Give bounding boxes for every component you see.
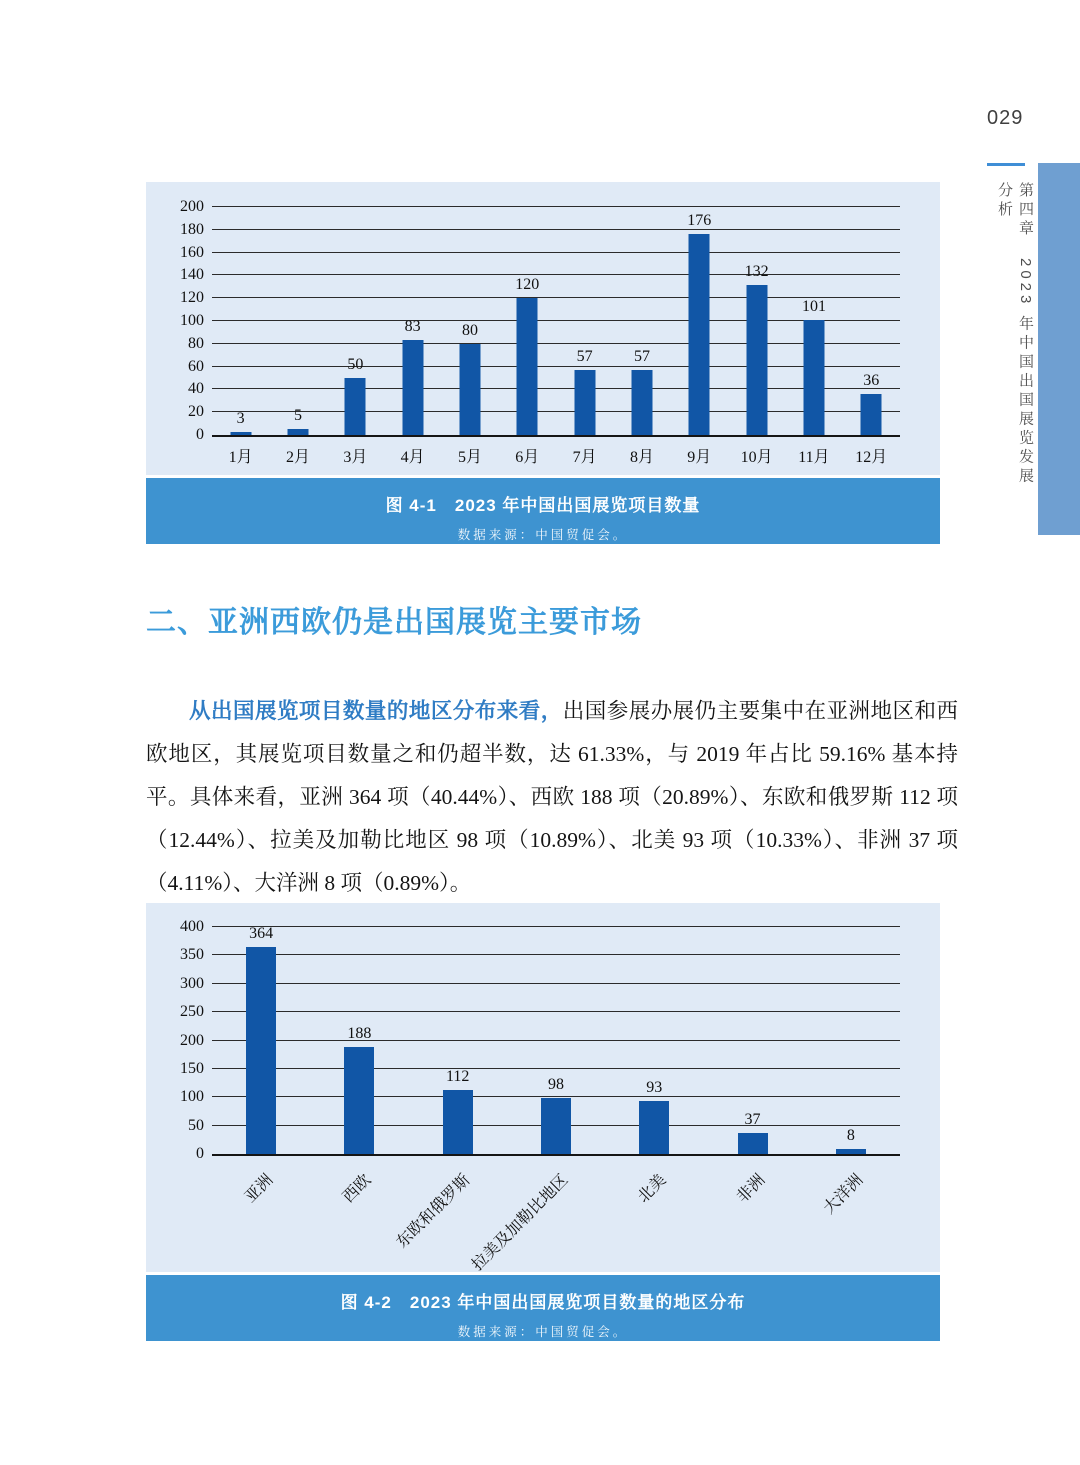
figure-caption-title: 图 4-1 2023 年中国出国展览项目数量 — [385, 496, 701, 515]
bar-slot — [384, 207, 441, 435]
x-axis-tick-label: 西欧 — [340, 1171, 375, 1207]
y-axis-tick-label: 100 — [180, 1088, 204, 1106]
figure-4-2-plot — [146, 903, 940, 1275]
bar-value-label: 98 — [547, 1076, 564, 1094]
y-axis-tick-label: 140 — [180, 266, 204, 284]
x-axis-tick-label: 7月 — [572, 449, 597, 466]
bar-value-label: 112 — [446, 1068, 470, 1086]
bar — [803, 320, 824, 435]
bar-slot — [613, 207, 670, 435]
y-axis-tick-label: 60 — [188, 357, 204, 375]
figure-caption-title: 图 4-2 2023 年中国出国展览项目数量的地区分布 — [340, 1293, 746, 1312]
x-slot — [212, 1156, 310, 1266]
chapter-sidebar-band — [1038, 163, 1080, 535]
bar — [541, 1098, 571, 1154]
y-axis-tick-label: 40 — [188, 380, 204, 398]
bar-value-label: 80 — [461, 321, 478, 339]
y-axis-tick-label: 0 — [196, 1145, 204, 1162]
bar — [861, 394, 882, 435]
x-slot — [212, 437, 269, 465]
bar-value-label: 364 — [249, 925, 274, 943]
bar-slot — [671, 207, 728, 435]
y-axis-tick-label: 350 — [180, 946, 204, 964]
x-axis-tick-label: 11月 — [798, 449, 830, 466]
x-slot — [843, 437, 900, 465]
bar-slot — [728, 207, 785, 435]
bar-value-label: 120 — [515, 276, 540, 294]
bar — [836, 1149, 866, 1154]
figure-caption-source: 数据来源：中国贸促会。 — [457, 1325, 629, 1339]
bar-slot — [802, 927, 900, 1154]
figure-4-1-caption — [146, 478, 940, 544]
x-slot — [327, 437, 384, 465]
bar — [639, 1101, 669, 1154]
bar — [689, 234, 710, 435]
bar — [287, 429, 308, 435]
y-axis-tick-label: 120 — [180, 289, 204, 307]
bar — [746, 285, 767, 435]
x-slot — [499, 437, 556, 465]
y-axis-tick-label: 50 — [188, 1116, 204, 1134]
bar-value-label: 93 — [646, 1079, 663, 1097]
chart-plot-area — [180, 198, 900, 443]
bar — [738, 1133, 768, 1154]
bar — [230, 432, 251, 435]
x-slot — [802, 1156, 900, 1266]
x-axis-tick-label: 1月 — [228, 449, 253, 466]
x-axis-tick-label: 5月 — [457, 449, 482, 466]
figure-4-2-caption — [146, 1275, 940, 1341]
y-axis-tick-label: 0 — [196, 426, 204, 443]
bar-slot — [605, 927, 703, 1154]
x-slot — [269, 437, 326, 465]
figure-4-2-panel — [146, 903, 940, 1341]
x-slot — [441, 437, 498, 465]
chart-plot-area — [180, 918, 900, 1162]
bar-slot — [327, 207, 384, 435]
x-slot — [728, 437, 785, 465]
bar — [517, 298, 538, 435]
bar — [574, 370, 595, 435]
y-axis-tick-label: 180 — [180, 220, 204, 238]
bar-slot — [703, 927, 801, 1154]
bar-slot — [507, 927, 605, 1154]
y-axis-tick-label: 400 — [180, 918, 204, 935]
bar — [246, 947, 276, 1154]
y-axis-tick-label: 80 — [188, 334, 204, 352]
x-axis-tick-label: 拉美及加勒比地区 — [468, 1171, 572, 1275]
bar-slot — [785, 207, 842, 435]
bar — [345, 378, 366, 435]
bar-slot — [310, 927, 408, 1154]
figure-caption-source: 数据来源：中国贸促会。 — [457, 528, 629, 542]
y-axis-tick-label: 160 — [180, 243, 204, 261]
y-axis-tick-label: 250 — [180, 1003, 204, 1021]
x-axis-tick-label: 9月 — [687, 449, 712, 466]
x-slot — [671, 437, 728, 465]
x-slot — [605, 1156, 703, 1266]
bar-slot — [212, 207, 269, 435]
bar-value-label: 50 — [347, 356, 364, 373]
x-slot — [785, 437, 842, 465]
bar-slot — [556, 207, 613, 435]
y-axis-tick-label: 300 — [180, 974, 204, 992]
bar-value-label: 188 — [347, 1025, 372, 1043]
x-slot — [703, 1156, 801, 1266]
bar-slot — [212, 927, 310, 1154]
x-axis-labels — [212, 1156, 900, 1275]
x-axis-tick-label: 2月 — [285, 449, 310, 466]
x-axis-tick-label: 北美 — [635, 1171, 670, 1207]
figure-4-1-panel — [146, 182, 940, 544]
bar-value-label: 8 — [846, 1127, 855, 1145]
bar-value-label: 36 — [863, 371, 880, 389]
x-axis-tick-label: 6月 — [515, 449, 540, 466]
x-slot — [384, 437, 441, 465]
bar-value-label: 176 — [687, 212, 712, 230]
x-slot — [556, 437, 613, 465]
paragraph-body-text: 出国参展办展仍主要集中在亚洲地区和西欧地区，其展览项目数量之和仍超半数，达 61.33%，与 2019 年占比 59.16% 基本持平。具体来看，亚洲 364 项（40.44%）、西欧 188 项（20.89%）、东欧和俄罗斯 112 项（12.44%）、拉美及加勒比地区 98 项（10.89%）、北美 93 项（10.33%）、非洲 37 项（4.11%）、大洋洲 8 项（0.89%）。 — [146, 698, 958, 895]
bar-value-label: 57 — [576, 348, 593, 366]
x-axis-tick-label: 12月 — [855, 449, 888, 466]
bar-value-label: 3 — [236, 409, 245, 427]
y-axis-tick-label: 100 — [180, 312, 204, 329]
y-axis-tick-label: 150 — [180, 1059, 204, 1077]
x-axis-tick-label: 10月 — [740, 449, 773, 466]
x-axis-labels — [212, 437, 900, 465]
bar-slot — [441, 207, 498, 435]
bar-value-label: 37 — [744, 1111, 761, 1129]
page-number: 029 — [987, 107, 1024, 129]
bars-row — [212, 927, 900, 1154]
x-axis-tick-label: 大洋洲 — [820, 1171, 867, 1218]
bar-slot — [843, 207, 900, 435]
x-axis-tick-label: 3月 — [343, 449, 368, 466]
body-paragraph — [146, 690, 958, 905]
x-axis-tick-label: 8月 — [629, 449, 654, 466]
bar-slot — [269, 207, 326, 435]
y-axis-tick-label: 200 — [180, 1031, 204, 1049]
x-axis-tick-label: 亚洲 — [242, 1171, 277, 1207]
section-heading: 二、亚洲西欧仍是出国展览主要市场 — [146, 606, 642, 639]
bars-row — [212, 207, 900, 435]
y-axis-tick-label: 200 — [180, 198, 204, 215]
bar — [402, 340, 423, 435]
x-axis-tick-label: 东欧和俄罗斯 — [393, 1171, 474, 1252]
lead-in-text: 从出国展览项目数量的地区分布来看， — [189, 698, 563, 723]
bar-value-label: 132 — [744, 262, 769, 280]
bar-value-label: 57 — [633, 348, 650, 366]
bar — [443, 1090, 473, 1154]
bar-value-label: 83 — [404, 318, 421, 336]
bar-slot — [409, 927, 507, 1154]
x-axis-tick-label: 4月 — [400, 449, 425, 466]
bar — [344, 1047, 374, 1154]
x-slot — [310, 1156, 408, 1266]
bar — [631, 370, 652, 435]
y-axis-tick-label: 20 — [188, 403, 204, 421]
chapter-sidebar-text: 第四章 2023 年中国出国展览发展分析 — [996, 182, 1034, 487]
bar-slot — [499, 207, 556, 435]
bar — [459, 344, 480, 435]
x-slot — [613, 437, 670, 465]
figure-4-1-plot — [146, 182, 940, 475]
bar-value-label: 101 — [801, 297, 826, 315]
bar-value-label: 5 — [293, 407, 302, 425]
page-number-rule — [987, 163, 1025, 166]
x-axis-tick-label: 非洲 — [733, 1171, 769, 1207]
x-slot — [468, 1156, 605, 1275]
